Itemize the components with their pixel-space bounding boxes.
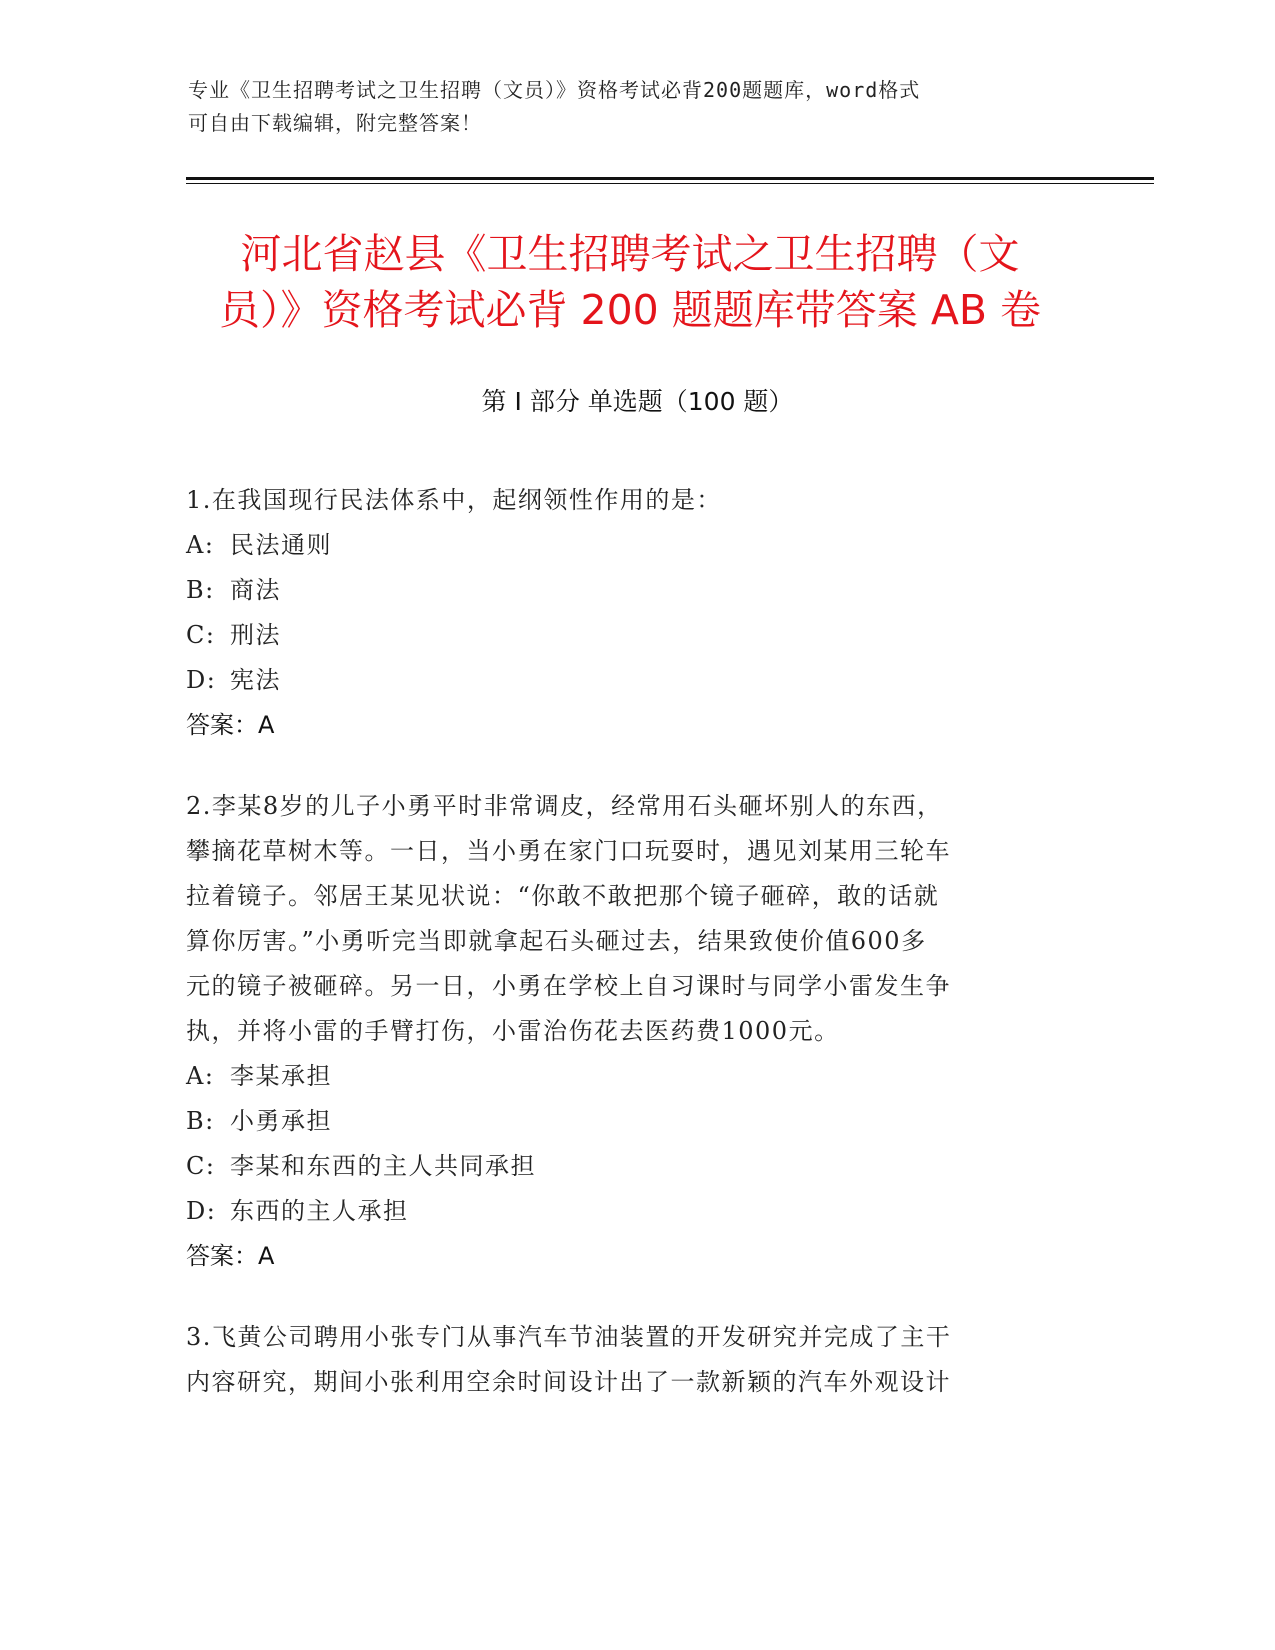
option-text: 宪法 — [230, 666, 281, 694]
question-list — [186, 478, 1066, 1441]
header-divider-thick — [186, 177, 1154, 180]
header-note-line: 可自由下载编辑，附完整答案！ — [188, 111, 482, 135]
option-key: B: — [186, 1107, 215, 1135]
option-text: 民法通则 — [230, 531, 332, 559]
question-stem-line: 内容研究，期间小张利用空余时间设计出了一款新颖的汽车外观设计 — [186, 1368, 951, 1396]
option-c — [186, 1144, 1066, 1189]
section-heading: 第 I 部分 单选题（100 题） — [481, 387, 794, 416]
option-a — [186, 523, 1066, 568]
option-key: D: — [186, 1197, 217, 1225]
option-d — [186, 1189, 1066, 1234]
question-stem-line: 拉着镜子。邻居王某见状说：“你敢不敢把那个镜子砸碎，敢的话就 — [186, 882, 940, 910]
option-key: D: — [186, 666, 217, 694]
question-stem: 1.在我国现行民法体系中，起纲领性作用的是： — [186, 486, 722, 514]
option-c — [186, 613, 1066, 658]
option-a — [186, 1054, 1066, 1099]
option-key: A: — [186, 531, 215, 559]
title-line: 员）》资格考试必背 200 题题库带答案 AB 卷 — [218, 286, 1042, 334]
header-note — [188, 74, 1068, 140]
question-item — [186, 478, 1066, 748]
question-stem-line: 3.飞黄公司聘用小张专门从事汽车节油装置的开发研究并完成了主干 — [186, 1323, 952, 1351]
document-title — [170, 226, 1090, 338]
option-text: 李某承担 — [230, 1062, 332, 1090]
header-note-line: 专业《卫生招聘考试之卫生招聘（文员）》资格考试必背200题题库，word格式 — [188, 78, 921, 102]
question-stem-line: 执，并将小雷的手臂打伤，小雷治伤花去医药费1000元。 — [186, 1017, 840, 1045]
option-text: 李某和东西的主人共同承担 — [230, 1152, 536, 1180]
option-b — [186, 568, 1066, 613]
option-key: C: — [186, 1152, 216, 1180]
option-key: B: — [186, 576, 215, 604]
title-line: 河北省赵县《卫生招聘考试之卫生招聘（文 — [240, 230, 1020, 278]
option-key: A: — [186, 1062, 215, 1090]
question-item — [186, 1315, 1066, 1405]
question-stem-line: 2.李某8岁的儿子小勇平时非常调皮，经常用石头砸坏别人的东西， — [186, 792, 943, 820]
question-item — [186, 784, 1066, 1279]
question-stem-line: 算你厉害。”小勇听完当即就拿起石头砸过去，结果致使价值600多 — [186, 927, 927, 955]
option-d — [186, 658, 1066, 703]
question-stem-line: 元的镜子被砸碎。另一日，小勇在学校上自习课时与同学小雷发生争 — [186, 972, 951, 1000]
option-text: 刑法 — [230, 621, 281, 649]
header-divider-thin — [186, 183, 1154, 184]
answer-line: 答案：A — [186, 711, 275, 739]
option-b — [186, 1099, 1066, 1144]
option-key: C: — [186, 621, 216, 649]
option-text: 东西的主人承担 — [230, 1197, 409, 1225]
option-text: 小勇承担 — [230, 1107, 332, 1135]
option-text: 商法 — [230, 576, 281, 604]
question-stem-line: 攀摘花草树木等。一日，当小勇在家门口玩耍时，遇见刘某用三轮车 — [186, 837, 951, 865]
answer-line: 答案：A — [186, 1242, 275, 1270]
